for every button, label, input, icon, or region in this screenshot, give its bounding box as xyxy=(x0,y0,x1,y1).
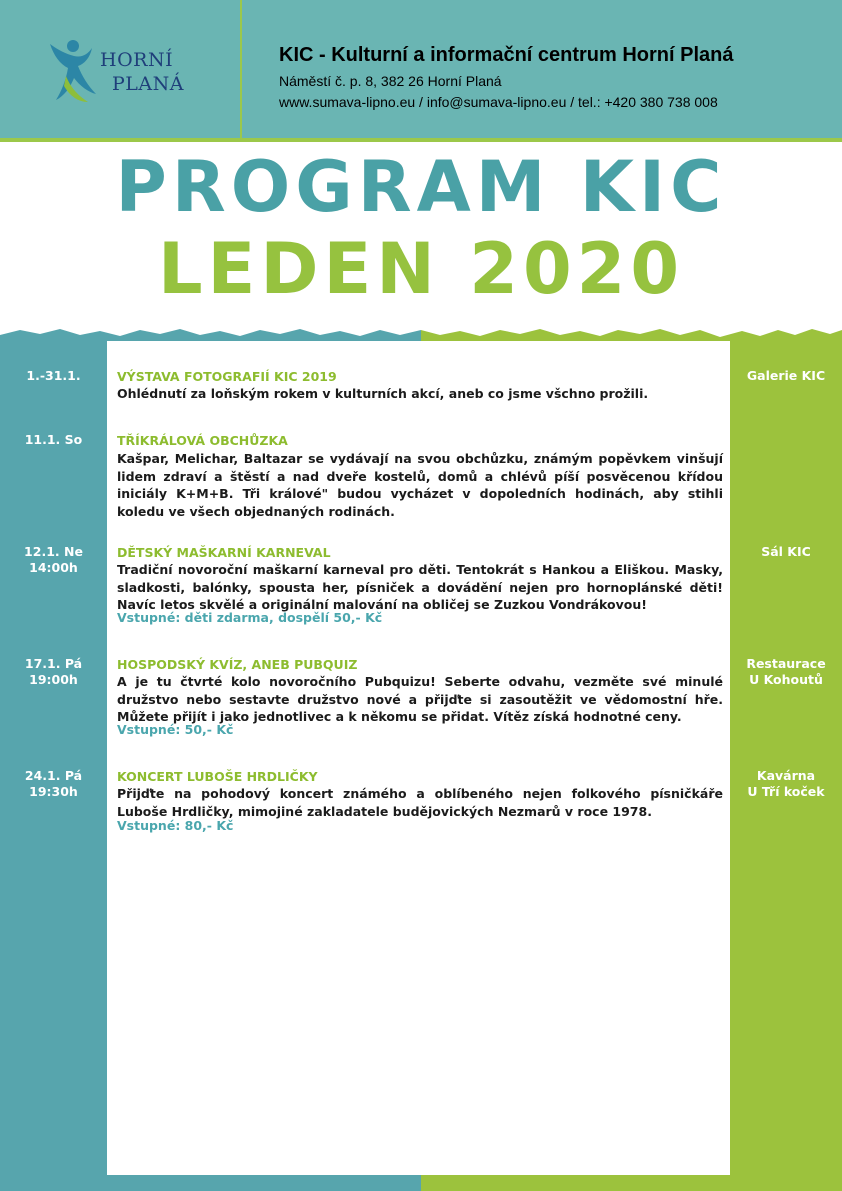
event-date-time: 14:00h xyxy=(29,560,78,575)
event-description: Ohlédnutí za loňským rokem v kulturních akcí, aneb co jsme všchno prožili. xyxy=(117,386,649,401)
dancer-figure-icon xyxy=(48,36,100,106)
event-date-day: 17.1. Pá xyxy=(24,656,83,671)
event-description: A je tu čtvrté kolo novoročního Pubquizu! Seberte odvahu, vezměte své minulé družstvo nebo sestavte družstvo nové a přijďte si zasoutěžit ve vědomostní hře. Můžete přijít i jako jednotlivec a k někomu se přidat. Vítěz získá hodnotné ceny. xyxy=(117,674,723,724)
org-address: Náměstí č. p. 8, 382 26 Horní Planá xyxy=(279,73,502,89)
event-venue-line: Galerie KIC xyxy=(746,368,826,383)
event-title: HOSPODSKÝ KVÍZ, ANEB PUBQUIZ xyxy=(117,657,358,672)
logo-text xyxy=(100,48,184,96)
header-bottom-stripe xyxy=(0,138,842,142)
horni-plana-logo xyxy=(48,36,218,106)
event-date-day: 12.1. Ne xyxy=(24,544,83,559)
event-venue xyxy=(730,544,842,560)
event-date xyxy=(0,544,107,576)
event-title: KONCERT LUBOŠE HRDLIČKY xyxy=(117,769,318,784)
event-title: TŘÍKRÁLOVÁ OBCHŮZKA xyxy=(117,433,288,448)
event-title: DĚTSKÝ MAŠKARNÍ KARNEVAL xyxy=(117,545,331,560)
event-date-time: 19:00h xyxy=(29,672,78,687)
event-description: Kašpar, Melichar, Baltazar se vydávají na svou obchůzku, známým popěvkem vinšují lidem zdraví a štěstí a nad dveře kostelů, domů a chlévů píší posvěcenou křídou iniciály K+M+B. Tři králové" budou vycházet v dopoledních hodinách, aby stihli koledu ve všech objednaných rodinách. xyxy=(117,451,723,519)
event-date-day: 11.1. So xyxy=(24,432,83,447)
event-venue xyxy=(730,768,842,800)
logo-line-1: HORNÍ xyxy=(100,49,174,71)
header-divider xyxy=(240,0,242,142)
event-price: Vstupné: děti zdarma, dospělí 50,- Kč xyxy=(117,610,383,625)
event-venue xyxy=(730,656,842,688)
event-date-day: 24.1. Pá xyxy=(24,768,83,783)
event-date-time: 19:30h xyxy=(29,784,78,799)
event-price: Vstupné: 80,- Kč xyxy=(117,818,234,833)
page-subtitle: LEDEN 2020 xyxy=(157,228,685,310)
event-date xyxy=(0,656,107,688)
event-date-day: 1.-31.1. xyxy=(26,368,81,383)
logo-line-2: PLANÁ xyxy=(112,73,184,95)
event-date xyxy=(0,432,107,448)
event-title: VÝSTAVA FOTOGRAFIÍ KIC 2019 xyxy=(117,369,337,384)
event-venue-line: U Kohoutů xyxy=(749,672,823,687)
event-date xyxy=(0,768,107,800)
event-venue xyxy=(730,368,842,384)
event-venue-line: Restaurace xyxy=(746,656,826,671)
event-date xyxy=(0,368,107,384)
page-title: PROGRAM KIC xyxy=(115,146,727,228)
org-name: KIC - Kulturní a informační centrum Horní Planá xyxy=(279,44,734,66)
event-venue-line: Sál KIC xyxy=(761,544,811,559)
event-venue-line: Kavárna xyxy=(756,768,816,783)
event-description: Přijďte na pohodový koncert známého a oblíbeného nejen folkového písničkáře Luboše Hrdličky, mimojiné zakladatele budějovických Nezmarů v roce 1978. xyxy=(117,786,723,819)
event-price: Vstupné: 50,- Kč xyxy=(117,722,234,737)
org-contact: www.sumava-lipno.eu / info@sumava-lipno.eu / tel.: +420 380 738 008 xyxy=(279,94,718,110)
event-venue-line: U Tří koček xyxy=(747,784,825,799)
event-description: Tradiční novoroční maškarní karneval pro děti. Tentokrát s Hankou a Eliškou. Masky, sladkosti, balónky, spousta her, písniček a dovádění nejen pro hornoplánské děti! Navíc letos skvělé a originální malování na obličej se Zuzkou Vondrákovou! xyxy=(117,562,723,612)
